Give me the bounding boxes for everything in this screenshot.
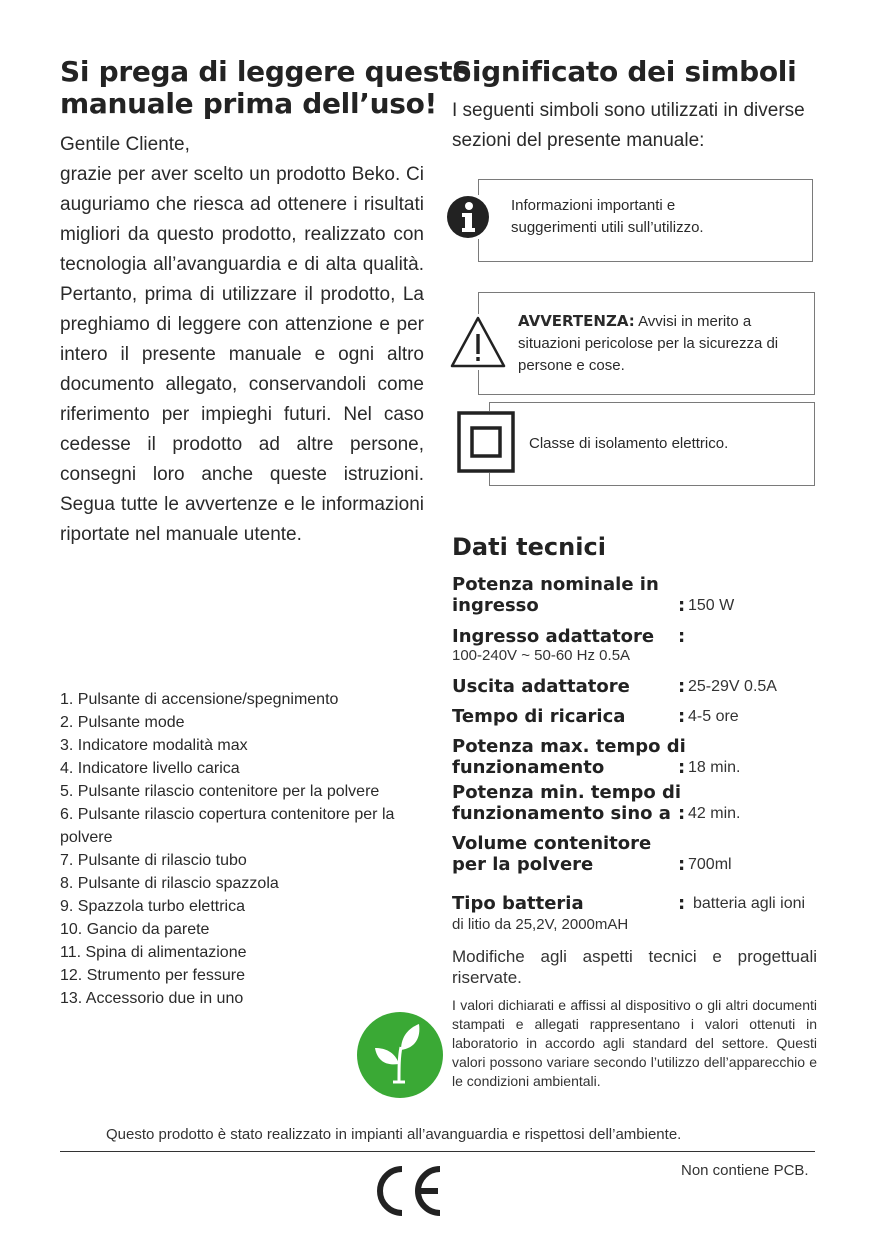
spec-power-input [452, 574, 822, 616]
tech-heading: Dati tecnici [452, 533, 606, 561]
list-item: 11. Spina di alimentazione [60, 944, 247, 961]
spec-label-line: Volume contenitore [452, 833, 652, 854]
spec-colon: : [678, 706, 686, 727]
list-item: 7. Pulsante di rilascio tubo [60, 852, 247, 869]
spec-label-line: ingresso [452, 595, 539, 616]
class-text: Classe di isolamento elettrico. [529, 435, 729, 452]
spec-label-line: Potenza nominale in [452, 574, 659, 595]
spec-label: Ingresso adattatore [452, 626, 655, 647]
list-item: 5. Pulsante rilascio contenitore per la polvere [60, 783, 380, 800]
spec-label: Tempo di ricarica [452, 706, 626, 727]
spec-colon: : [678, 854, 686, 875]
spec-dust-volume [452, 833, 822, 875]
spec-value: 700ml [688, 856, 732, 873]
eco-statement: Questo prodotto è stato realizzato in impianti all’avanguardia e rispettosi dell’ambiente. [106, 1126, 682, 1143]
eco-leaf-icon [357, 1012, 443, 1098]
changes-note: Modifiche agli aspetti tecnici e progettuali riservate. [452, 947, 817, 987]
spec-value: 4-5 ore [688, 708, 739, 725]
spec-label-line: funzionamento [452, 757, 605, 778]
spec-label [452, 574, 822, 616]
title-line-1: Si prega di leggere questo [60, 55, 472, 88]
spec-label: Uscita adattatore [452, 676, 630, 697]
list-item: 8. Pulsante di rilascio spazzola [60, 875, 279, 892]
symbols-intro: I seguenti simboli sono utilizzati in diverse sezioni del presente manuale: [452, 100, 805, 151]
spec-label-line: per la polvere [452, 854, 594, 875]
double-insulation-icon [457, 411, 515, 473]
warning-description: Avvisi in merito a situazioni pericolose per la sicurezza di persone e cose. [518, 313, 779, 374]
spec-colon: : [678, 757, 686, 778]
list-item: 13. Accessorio due in uno [60, 990, 244, 1007]
intro-text [60, 130, 424, 550]
spec-charge-time [452, 706, 822, 727]
spec-label [452, 736, 822, 778]
spec-colon: : [678, 626, 686, 647]
info-icon [446, 195, 490, 239]
pcb-statement: Non contiene PCB. [681, 1162, 809, 1179]
info-text: Informazioni importanti e suggerimenti utili sull’utilizzo. [511, 197, 704, 236]
spec-value: 42 min. [688, 805, 741, 822]
list-item: 6. Pulsante rilascio copertura contenitore per la polvere [60, 806, 395, 846]
greeting: Gentile Cliente, [60, 134, 190, 155]
spec-adapter-output [452, 676, 822, 697]
spec-colon: : [678, 803, 686, 824]
spec-value: 150 W [688, 597, 735, 614]
spec-value: batteria agli ioni [693, 895, 806, 912]
list-item: 4. Indicatore livello carica [60, 760, 240, 777]
ce-mark-icon [370, 1163, 446, 1219]
spec-min-runtime [452, 782, 822, 824]
spec-label-line: funzionamento sino a [452, 803, 671, 824]
spec-label-line: Potenza min. tempo di [452, 782, 682, 803]
symbols-heading: Significato dei simboli [452, 55, 797, 88]
page-title [60, 56, 471, 120]
spec-label [452, 833, 822, 875]
list-item: 2. Pulsante mode [60, 714, 185, 731]
spec-colon: : [678, 893, 686, 914]
spec-colon: : [678, 676, 686, 697]
list-item: 12. Strumento per fessure [60, 967, 245, 984]
spec-colon: : [678, 595, 686, 616]
spec-value-continued: di litio da 25,2V, 2000mAH [452, 916, 629, 933]
warning-text [518, 310, 798, 377]
spec-battery [452, 893, 822, 934]
spec-max-runtime [452, 736, 822, 778]
values-note: I valori dichiarati e affissi al dispositivo o gli altri documenti stampati e allegati rappresentano i valori ottenuti in laboratorio in accordo agli standard del settore. Questi valori possono variare secondo l’utilizzo dell’apparecchio e le condizioni ambientali. [452, 997, 817, 1089]
spec-label: Tipo batteria [452, 893, 584, 914]
list-item: 3. Indicatore modalità max [60, 737, 248, 754]
spec-value: 18 min. [688, 759, 741, 776]
spec-value: 25-29V 0.5A [688, 678, 777, 695]
parts-list [60, 688, 430, 1010]
spec-label-line: Potenza max. tempo di [452, 736, 686, 757]
spec-adapter-input [452, 626, 822, 665]
intro-body: grazie per aver scelto un prodotto Beko. Ci auguriamo che riesca ad ottenere i risultati migliori da questo prodotto, realizzato con tecnologia all’avanguardia e di alta qualità. Pertanto, prima di utilizzare il prodotto, La preghiamo di leggere con attenzione e per intero il presente manuale e ogni altro documento allegato, conservandoli come riferimento per impieghi futuri. Nel caso cedesse il prodotto ad altre persone, consegni loro anche queste istruzioni. Segua tutte le avvertenze e le informazioni riportate nel manuale utente. [60, 164, 424, 545]
warning-label: AVVERTENZA: [518, 312, 635, 330]
warning-icon [448, 314, 508, 370]
title-line-2: manuale prima dell’uso! [60, 87, 438, 120]
list-item: 10. Gancio da parete [60, 921, 210, 938]
footer-divider [60, 1151, 815, 1152]
spec-label [452, 782, 822, 824]
list-item: 1. Pulsante di accensione/spegnimento [60, 691, 339, 708]
list-item: 9. Spazzola turbo elettrica [60, 898, 245, 915]
spec-value: 100-240V ~ 50-60 Hz 0.5A [452, 647, 631, 664]
